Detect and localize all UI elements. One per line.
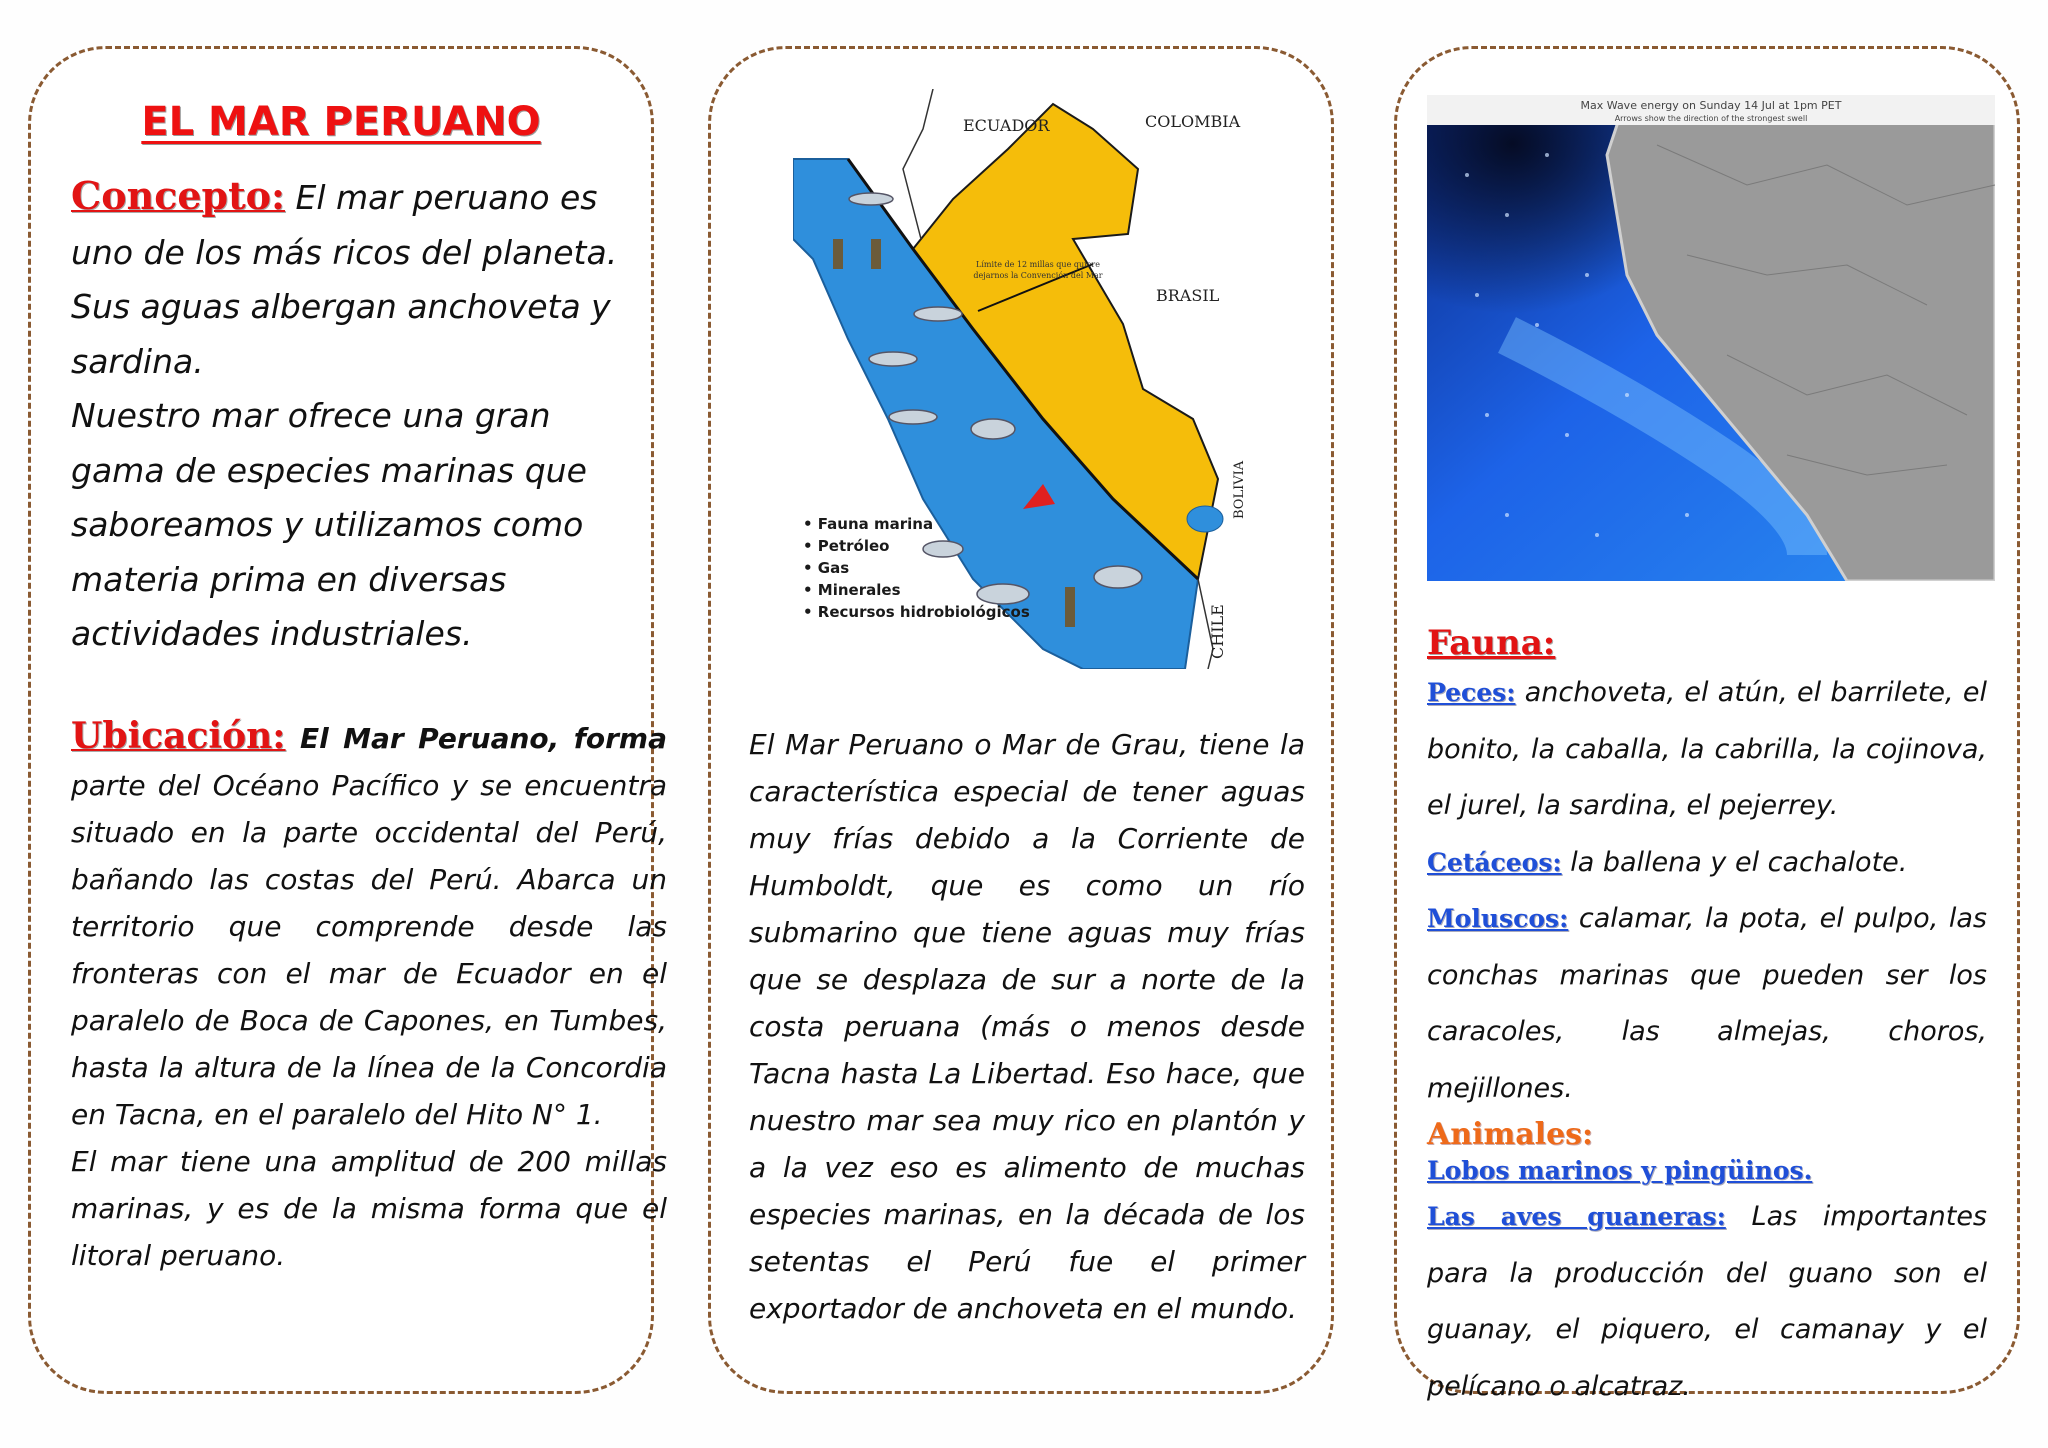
label-chile: CHILE bbox=[1208, 604, 1227, 659]
ubicacion-heading: Ubicación: bbox=[71, 715, 286, 757]
concepto-section bbox=[71, 169, 641, 662]
concepto-text-2: Nuestro mar ofrece una gran gama de especies marinas que saboreamos y utilizamos como materia prima en diversas actividades industriales. bbox=[71, 396, 587, 653]
label-brasil: BRASIL bbox=[1156, 286, 1220, 305]
concepto-text: El mar peruano es uno de los más ricos del planeta. Sus aguas albergan anchoveta y sardina. bbox=[71, 178, 618, 381]
panel-mar-de-grau bbox=[708, 46, 1334, 1394]
moluscos-heading: Moluscos: bbox=[1427, 904, 1569, 933]
panel-fauna bbox=[1394, 46, 2020, 1402]
moluscos-text: calamar, la pota, el pulpo, las conchas marinas que pueden ser los caracoles, las almejas, choros, mejillones. bbox=[1427, 903, 1987, 1104]
panel-concepto bbox=[28, 46, 667, 1394]
animales-heading: Animales: bbox=[1427, 1117, 1594, 1152]
limit12-line1: Límite de 12 millas que quiere bbox=[976, 260, 1100, 269]
cetaceos-text: la ballena y el cachalote. bbox=[1561, 846, 1908, 878]
peru-sea-map bbox=[793, 89, 1249, 669]
limit200-line3: Mar De Grau bbox=[814, 428, 868, 437]
label-bolivia: BOLIVIA bbox=[1232, 460, 1247, 519]
wave-map-caption: Max Wave energy on Sunday 14 Jul at 1pm PET bbox=[1580, 99, 1842, 112]
limit12-line2: dejarnos la Convención del Mar bbox=[973, 271, 1103, 280]
page-title: EL MAR PERUANO bbox=[141, 99, 541, 145]
limit200-line2: del bbox=[834, 417, 848, 426]
peces-text: anchoveta, el atún, el barrilete, el bonito, la caballa, la cabrilla, la cojinova, el jurel, la sardina, el pejerrey. bbox=[1427, 677, 1987, 821]
concepto-heading: Concepto: bbox=[71, 173, 286, 218]
peces-heading: Peces: bbox=[1427, 678, 1516, 707]
legend-item: • Petróleo bbox=[803, 537, 890, 555]
wave-energy-map bbox=[1427, 95, 1995, 581]
fauna-heading: Fauna: bbox=[1427, 623, 1556, 663]
peru-sea-map-svg bbox=[793, 89, 1249, 669]
legend-item: • Recursos hidrobiológicos bbox=[803, 603, 1030, 621]
mar-de-grau-text: El Mar Peruano o Mar de Grau, tiene la característica especial de tener aguas muy frías debido a la Corriente de Humboldt, que es como un río submarino que tiene aguas muy frías que se desplaza de sur a norte de la costa peruana (más o menos desde Tacna hasta La Libertad. Eso hace, que nuestro mar sea muy rico en plantón y a la vez eso es alimento de muchas especies marinas, en la década de los setentas el Perú fue el primer exportador de anchoveta en el mundo. bbox=[749, 728, 1305, 1325]
wave-map-subcaption: Arrows show the direction of the strongest swell bbox=[1614, 114, 1808, 123]
legend-item: • Gas bbox=[803, 559, 850, 577]
cetaceos-heading: Cetáceos: bbox=[1427, 847, 1562, 877]
lobos-heading: Lobos marinos y pingüinos. bbox=[1427, 1156, 1813, 1185]
fauna-section bbox=[1427, 621, 1987, 1415]
limit200-line1: Límite de 200 millas bbox=[799, 406, 883, 415]
ubicacion-text: parte del Océano Pacífico y se encuentra situado en la parte occidental del Perú, bañando las costas del Perú. Abarca un territorio que comprende desde las fronteras con el mar de Ecuador en el paralelo de Boca de Capones, en Tumbes, hasta la altura de la línea de la Concordia en Tacna, en el paralelo del Hito N° 1. bbox=[71, 769, 667, 1131]
ubicacion-text-2: El mar tiene una amplitud de 200 millas marinas, y es de la misma forma que el litoral peruano. bbox=[71, 1145, 667, 1272]
legend-item: • Fauna marina bbox=[803, 515, 934, 533]
wave-energy-map-svg bbox=[1427, 95, 1995, 581]
ubicacion-section bbox=[71, 713, 667, 1279]
label-colombia: COLOMBIA bbox=[1145, 112, 1241, 131]
aves-text: Las importantes para la producción del guano son el guanay, el piquero, el camanay y el pelícano o alcatraz. bbox=[1427, 1201, 1987, 1402]
ubicacion-bold-text: El Mar Peruano, forma bbox=[285, 722, 667, 755]
aves-heading: Las aves guaneras: bbox=[1427, 1202, 1726, 1231]
label-ecuador: ECUADOR bbox=[963, 116, 1050, 135]
legend-item: • Minerales bbox=[803, 581, 901, 599]
